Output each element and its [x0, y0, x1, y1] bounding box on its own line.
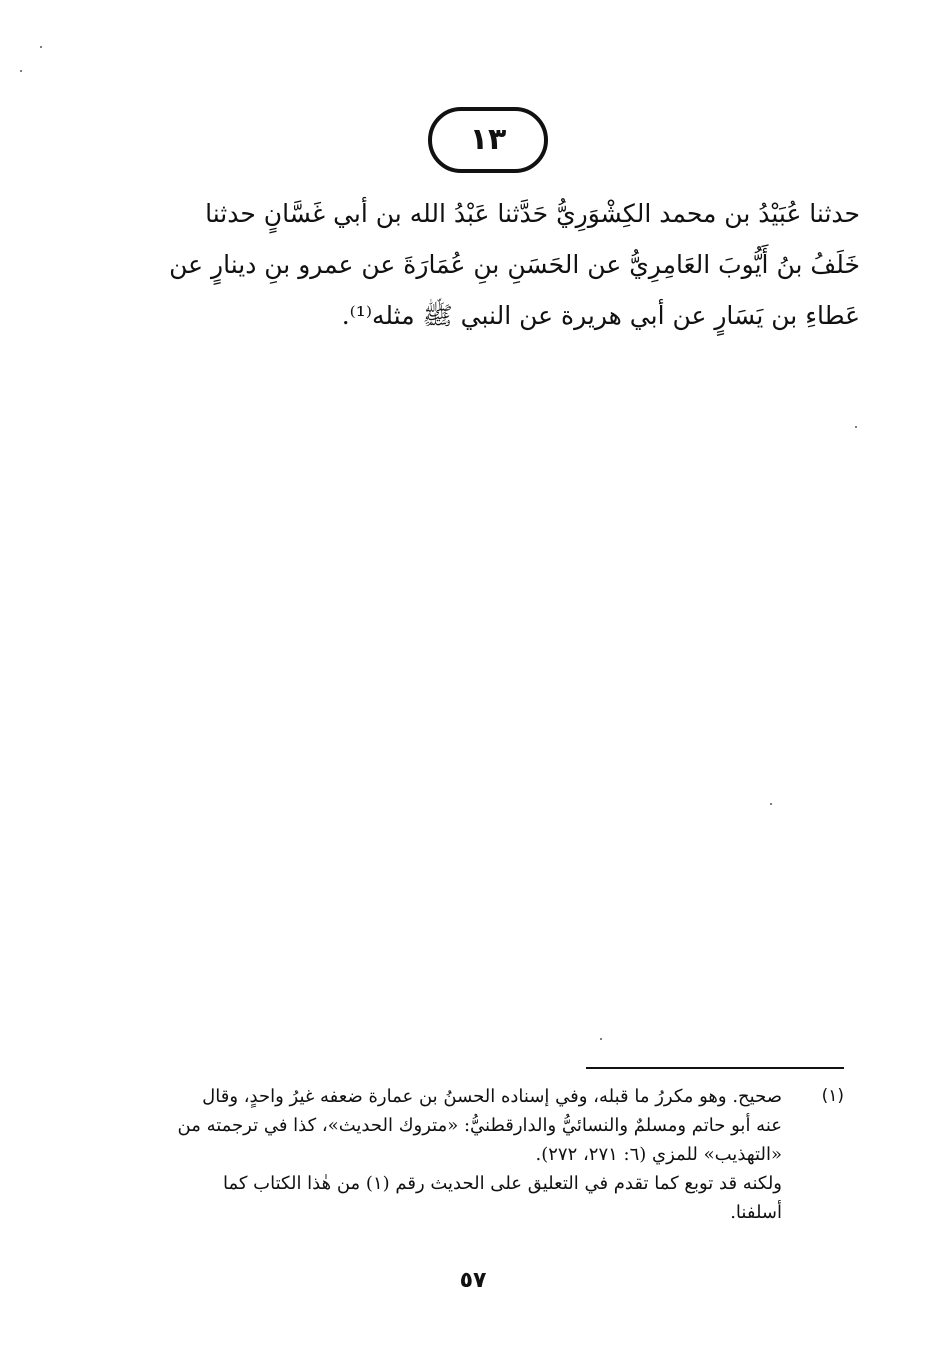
- footnote-line: أسلفنا.: [730, 1202, 782, 1223]
- footnote-line: «التهذيب» للمزي (٦: ٢٧١، ٢٧٢).: [535, 1144, 782, 1165]
- footnote-line: ولكنه قد توبع كما تقدم في التعليق على الحديث رقم (١) من هٰذا الكتاب كما: [222, 1173, 782, 1194]
- scan-speck: [20, 70, 22, 72]
- hadith-text-line: خَلَفُ بنُ أَيُّوبَ العَامِرِيُّ عن الحَسَنِ بنِ عُمَارَةَ عن عمرو بنِ دينارٍ عن: [169, 250, 860, 279]
- hadith-number-badge: [428, 107, 548, 173]
- scan-speck: [770, 803, 772, 805]
- scan-speck: [855, 426, 857, 428]
- hadith-text-line: حدثنا عُبَيْدُ بن محمد الكِشْوَرِيُّ حَدَّثنا عَبْدُ الله بن أبي غَسَّانٍ حدثنا: [205, 199, 860, 228]
- footnote-line: صحيح. وهو مكررُ ما قبله، وفي إسناده الحسنُ بن عمارة ضعفه غيرُ واحدٍ، وقال: [202, 1086, 782, 1107]
- footnote-line: عنه أبو حاتم ومسلمٌ والنسائيُّ والدارقطنيُّ: «متروك الحديث»، كذا في ترجمته من: [177, 1115, 782, 1136]
- page-number: ٥٧: [459, 1268, 487, 1293]
- footnote-marker: (١): [821, 1086, 844, 1106]
- scan-speck: [40, 46, 42, 48]
- hadith-number: ١٣: [469, 122, 507, 157]
- hadith-text-line: عَطاءِ بن يَسَارٍ عن أبي هريرة عن النبي ﷺ مثله⁽¹⁾.: [341, 301, 860, 330]
- footnote-divider: [586, 1067, 844, 1069]
- hadith-text: [108, 188, 860, 341]
- footnote-1: [100, 1082, 844, 1169]
- footnotes: [100, 1082, 844, 1227]
- scan-speck: [600, 1038, 602, 1040]
- footnote-1-continued: [100, 1169, 844, 1227]
